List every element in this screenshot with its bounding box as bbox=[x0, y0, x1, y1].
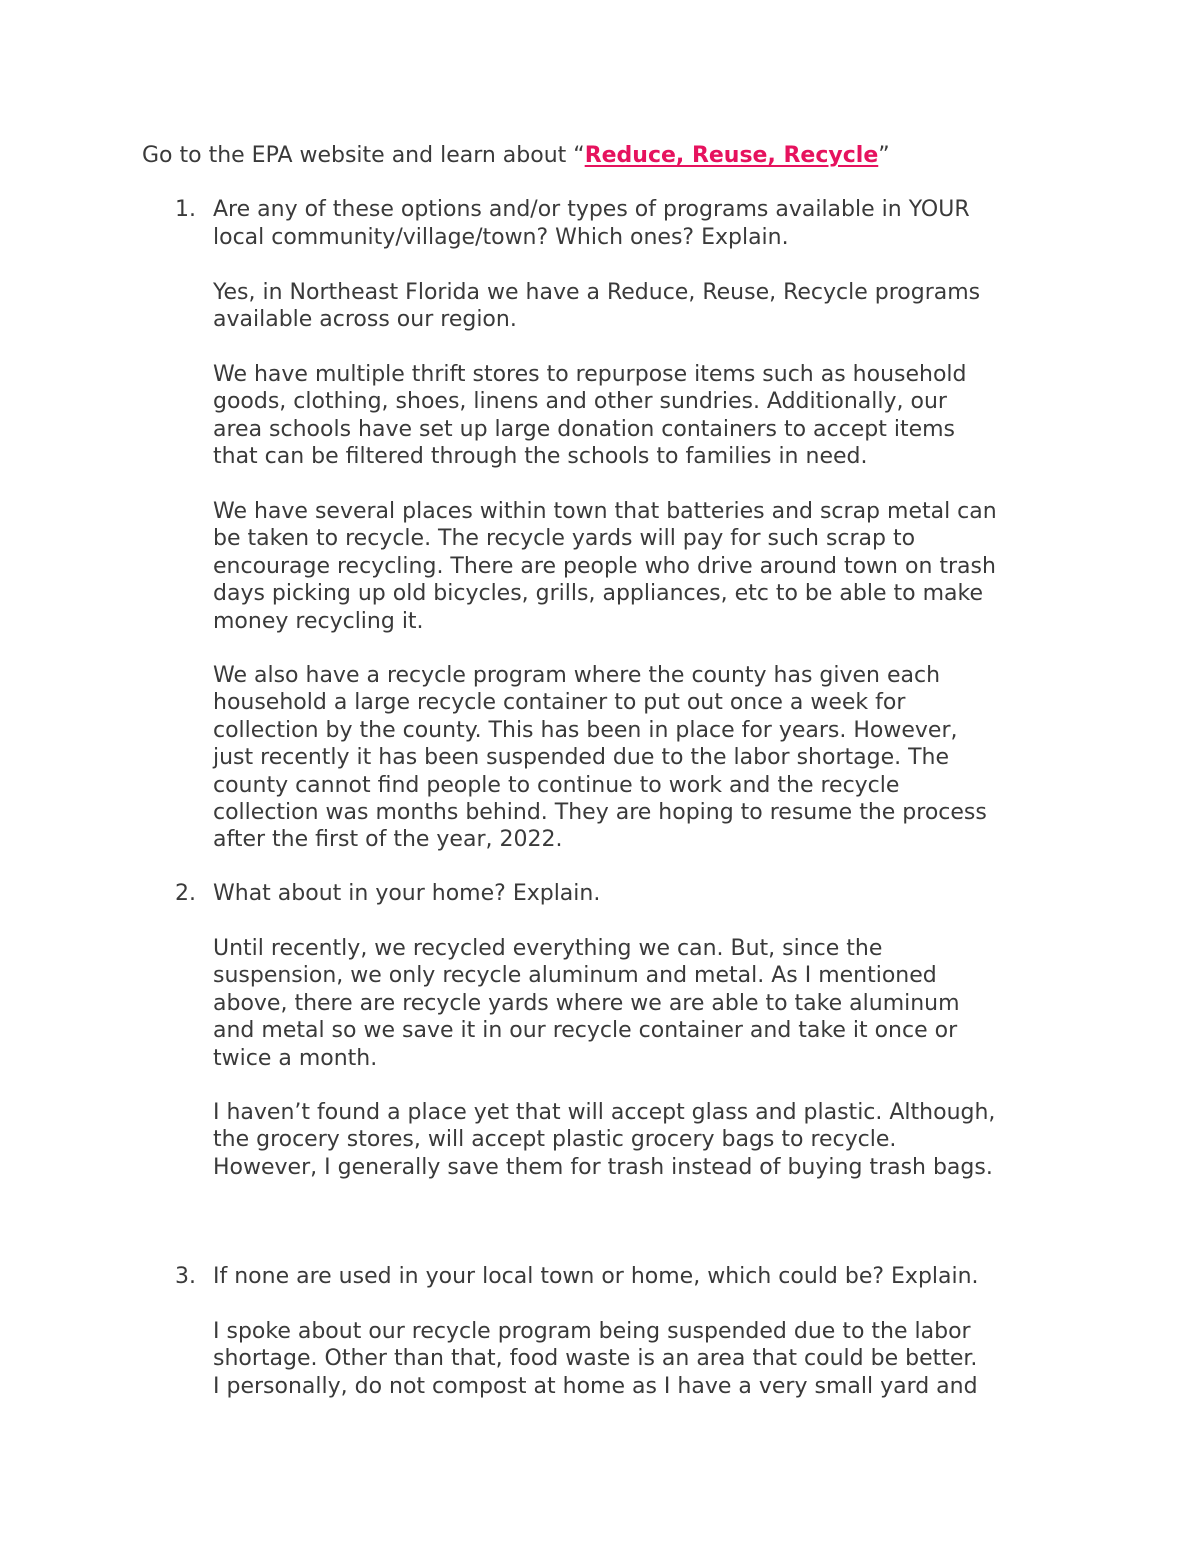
intro-line bbox=[142, 141, 890, 171]
question-line: local community/village/town? Which ones? Explain. bbox=[213, 224, 789, 250]
reduce-reuse-recycle-link[interactable]: Reduce, Reuse, Recycle bbox=[584, 143, 879, 168]
answer-line: and metal so we save it in our recycle container and take it once or bbox=[213, 1018, 958, 1044]
answer-line: above, there are recycle yards where we are able to take aluminum bbox=[213, 990, 960, 1016]
question-number: 2. bbox=[175, 881, 196, 906]
answer-line: Yes, in Northeast Florida we have a Reduce, Reuse, Recycle programs bbox=[213, 280, 981, 305]
answer-line: that can be filtered through the schools to families in need. bbox=[213, 444, 868, 470]
question-number: 1. bbox=[175, 197, 196, 222]
answer-paragraph bbox=[213, 662, 1093, 854]
intro-prefix: Go to the EPA website and learn about “ bbox=[142, 143, 585, 168]
answer-line: available across our region. bbox=[213, 307, 517, 333]
answer-line: encourage recycling. There are people who drive around town on trash bbox=[213, 553, 996, 579]
answer-line: area schools have set up large donation containers to accept items bbox=[213, 416, 955, 442]
answer-line: after the first of the year, 2022. bbox=[213, 827, 563, 853]
answer-line: I spoke about our recycle program being suspended due to the labor bbox=[213, 1319, 971, 1344]
answer-line: twice a month. bbox=[213, 1045, 378, 1071]
answer-line: money recycling it. bbox=[213, 608, 424, 634]
answer-paragraph bbox=[213, 498, 1093, 635]
answer-line: household a large recycle container to put out once a week for bbox=[213, 690, 906, 716]
answer-line: just recently it has been suspended due to the labor shortage. The bbox=[213, 745, 950, 771]
question-number: 3. bbox=[175, 1264, 196, 1289]
answer-line: collection by the county. This has been in place for years. However, bbox=[213, 717, 958, 743]
answer-line: collection was months behind. They are hoping to resume the process bbox=[213, 800, 987, 826]
question-line: What about in your home? Explain. bbox=[213, 881, 601, 906]
answer-line: I haven’t found a place yet that will accept glass and plastic. Although, bbox=[213, 1100, 996, 1125]
answer-paragraph bbox=[213, 935, 1093, 1072]
answer-line: However, I generally save them for trash instead of buying trash bags. bbox=[213, 1154, 993, 1180]
question-line: Are any of these options and/or types of programs available in YOUR bbox=[213, 197, 970, 222]
answer-paragraph bbox=[213, 1099, 1093, 1181]
answer-paragraph bbox=[213, 361, 1093, 471]
answer-line: goods, clothing, shoes, linens and other sundries. Additionally, our bbox=[213, 389, 947, 415]
answer-line: I personally, do not compost at home as I have a very small yard and bbox=[213, 1373, 978, 1399]
question-line: If none are used in your local town or home, which could be? Explain. bbox=[213, 1264, 979, 1289]
answer-line: the grocery stores, will accept plastic grocery bags to recycle. bbox=[213, 1127, 897, 1153]
answer-line: We also have a recycle program where the county has given each bbox=[213, 663, 941, 688]
answer-line: suspension, we only recycle aluminum and metal. As I mentioned bbox=[213, 963, 937, 989]
answer-paragraph bbox=[213, 1318, 1093, 1400]
answer-line: Until recently, we recycled everything we can. But, since the bbox=[213, 936, 883, 961]
answer-line: We have several places within town that batteries and scrap metal can bbox=[213, 499, 997, 524]
answer-paragraph bbox=[213, 279, 1093, 334]
answer-line: days picking up old bicycles, grills, appliances, etc to be able to make bbox=[213, 581, 983, 607]
answer-line: county cannot find people to continue to work and the recycle bbox=[213, 772, 900, 798]
intro-suffix: ” bbox=[878, 143, 890, 168]
answer-line: shortage. Other than that, food waste is an area that could be better. bbox=[213, 1346, 978, 1372]
answer-line: be taken to recycle. The recycle yards will pay for such scrap to bbox=[213, 526, 916, 552]
answer-line: We have multiple thrift stores to repurpose items such as household bbox=[213, 362, 967, 387]
